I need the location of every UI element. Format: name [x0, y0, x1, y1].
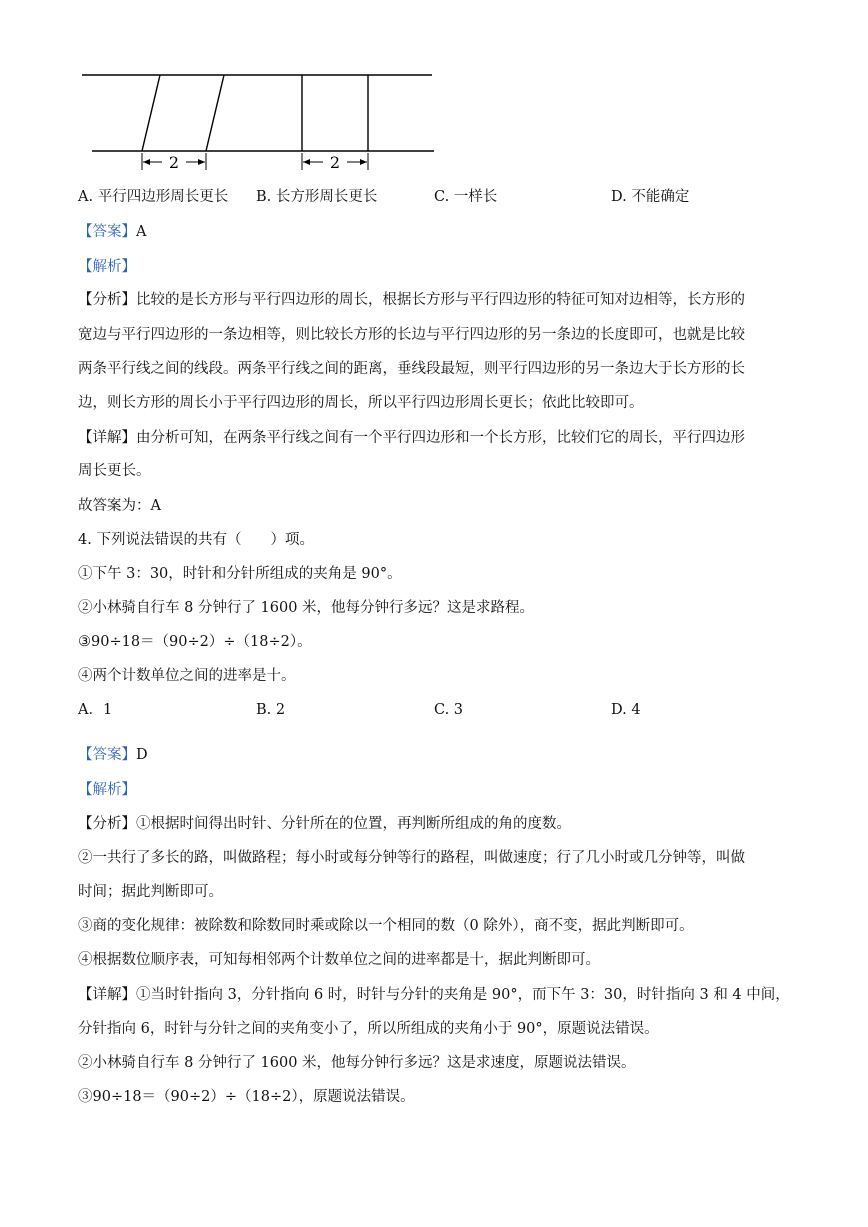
q3-option-a: A. 平行四边形周长更长 [78, 189, 229, 205]
q3-fenxi-line-3: 两条平行线之间的线段。两条平行线之间的距离，垂线段最短，则平行四边形的另一条边大于长方形的长 [78, 361, 745, 377]
q4-statement-3: ③90÷18＝（90÷2）÷（18÷2）。 [78, 634, 312, 650]
q4-answer [78, 745, 148, 765]
answer-value: A [136, 224, 147, 240]
answer-value: D [136, 747, 148, 763]
fenxi-text: 比较的是长方形与平行四边形的周长，根据长方形与平行四边形的特征可知对边相等，长方形的 [136, 292, 745, 308]
q4-question: 4. 下列说法错误的共有（ ）项。 [78, 532, 314, 548]
q3-fenxi-line-2: 宽边与平行四边形的一条边相等，则比较长方形的长边与平行四边形的另一条边的长度即可，也就是比较 [78, 327, 745, 343]
answer-tag: 【答案】 [78, 747, 136, 763]
fenxi-tag: 【分析】 [78, 292, 136, 308]
fenxi-text: ①根据时间得出时针、分针所在的位置，再判断所组成的角的度数。 [136, 816, 571, 832]
q4-fenxi-line-5: ④根据数位顺序表，可知每相邻两个计数单位之间的进率都是十，据此判断即可。 [78, 952, 600, 968]
q3-option-c: C. 一样长 [434, 189, 498, 205]
parallelogram-right-side [206, 75, 224, 151]
q4-statement-2: ②小林骑自行车 8 分钟行了 1600 米，他每分钟行多远？这是求路程。 [78, 600, 535, 616]
xiangjie-text: 由分析可知，在两条平行线之间有一个平行四边形和一个长方形，比较们它的周长，平行四边形 [136, 430, 745, 446]
q4-statement-4: ④两个计数单位之间的进率是十。 [78, 668, 296, 684]
q4-option-d: D. 4 [611, 702, 641, 718]
answer-tag: 【答案】 [78, 224, 136, 240]
q3-option-b: B. 长方形周长更长 [256, 189, 378, 205]
dimension-label-right: 2 [329, 153, 341, 172]
q4-statement-1: ①下午 3：30，时针和分针所组成的夹角是 90°。 [78, 566, 402, 582]
q4-fenxi-line-4: ③商的变化规律：被除数和除数同时乘或除以一个相同的数（0 除外），商不变，据此判断即可。 [78, 918, 694, 934]
xiangjie-tag: 【详解】 [78, 987, 136, 1003]
q3-conclusion: 故答案为：A [78, 498, 161, 514]
q3-fenxi-line-1 [78, 290, 745, 310]
q3-fenxi-line-4: 边，则长方形的周长小于平行四边形的周长，所以平行四边形周长更长；依此比较即可。 [78, 395, 644, 411]
dimension-label-left: 2 [168, 153, 180, 172]
fenxi-tag: 【分析】 [78, 816, 136, 832]
q4-fenxi-line-3: 时间；据此判断即可。 [78, 884, 223, 900]
q3-option-d: D. 不能确定 [611, 189, 690, 205]
q4-fenxi-line-1 [78, 814, 571, 834]
q4-option-c: C. 3 [434, 702, 464, 718]
q4-analysis-tag: 【解析】 [78, 782, 136, 798]
q4-xiangjie-line-3: ②小林骑自行车 8 分钟行了 1600 米，他每分钟行多远？这是求速度，原题说法错误。 [78, 1055, 636, 1071]
q4-xiangjie-line-1 [78, 985, 790, 1005]
q3-analysis-tag: 【解析】 [78, 259, 136, 275]
xiangjie-tag: 【详解】 [78, 430, 136, 446]
q3-answer [78, 222, 146, 242]
q4-xiangjie-line-4: ③90÷18＝（90÷2）÷（18÷2），原题说法错误。 [78, 1089, 415, 1105]
q4-option-b: B. 2 [256, 702, 286, 718]
q3-xiangjie-line-2: 周长更长。 [78, 463, 151, 479]
q4-option-a: A．1 [78, 702, 113, 718]
xiangjie-text: ①当时针指向 3，分针指向 6 时，时针与分针的夹角是 90°，而下午 3：30，时针指向 3 和 4 中间， [136, 987, 790, 1003]
q3-xiangjie-line-1 [78, 428, 745, 448]
q4-fenxi-line-2: ②一共行了多长的路，叫做路程；每小时或每分钟等行的路程，叫做速度；行了几小时或几分钟等，叫做 [78, 850, 745, 866]
parallel-lines-figure [0, 0, 868, 180]
q4-xiangjie-line-2: 分针指向 6，时针与分针之间的夹角变小了，所以所组成的夹角小于 90°，原题说法错误。 [78, 1021, 659, 1037]
parallelogram-left-side [142, 75, 160, 151]
